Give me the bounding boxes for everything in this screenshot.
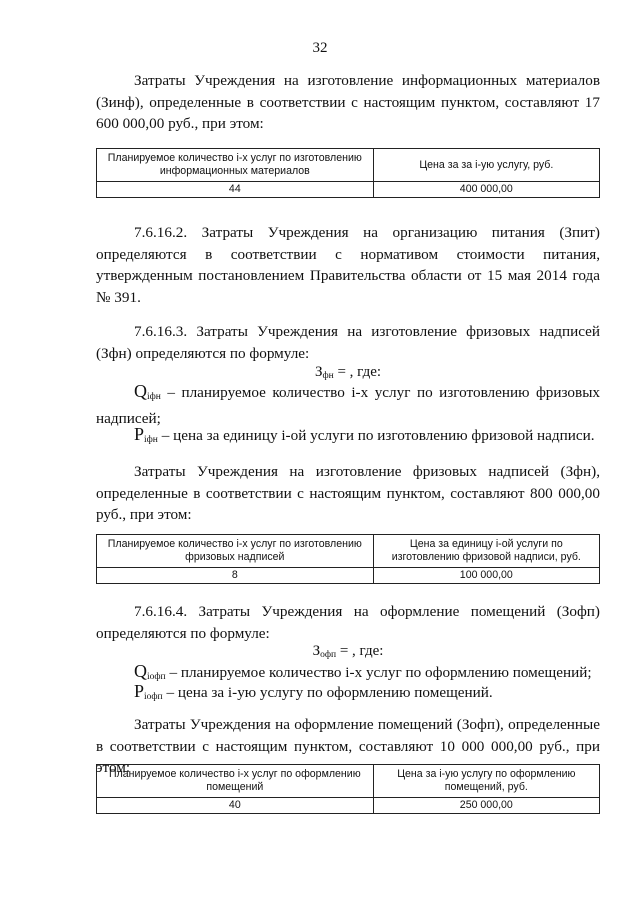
definition-q-ifn: [96, 381, 600, 429]
paragraph-premises-costs: Затраты Учреждения на оформление помещений (Зофп), определенные в соответствии с настоящим пунктом, составляют 10 000 000,00 руб., при этом:: [96, 716, 600, 776]
definition-p-ifn: [96, 424, 600, 451]
table-cell: 44: [97, 182, 374, 198]
definition-symbol: Q: [134, 381, 147, 401]
table-header-row: [97, 149, 600, 182]
paragraph-frieze-costs: Затраты Учреждения на изготовление фризовых надписей (Зфн), определенные в соответствии с настоящим пунктом, составляют 800 000,00 руб., при этом:: [96, 463, 600, 523]
formula-rest: = , где:: [336, 643, 384, 659]
formula-symbol: З: [312, 643, 321, 659]
formula-subscript: офп: [320, 650, 337, 660]
table-header-row: [97, 535, 600, 568]
table-row: [97, 798, 600, 814]
definition-text: – цена за i-ую услугу по оформлению помещений.: [162, 684, 493, 701]
table-header-cell: Планируемое количество i-х услуг по оформлению помещений: [97, 765, 374, 798]
table-header-cell: Цена за i-ую услугу по оформлению помещений, руб.: [373, 765, 599, 798]
table-cell: 40: [97, 798, 374, 814]
table-header-cell: Планируемое количество i-х услуг по изготовлению фризовых надписей: [97, 535, 374, 568]
paragraph-7-6-16-3: 7.6.16.3. Затраты Учреждения на изготовление фризовых надписей (Зфн) определяются по формуле:: [96, 323, 600, 362]
definition-symbol: Q: [134, 661, 147, 681]
formula-symbol: З: [314, 364, 323, 380]
definition-subscript: iофп: [147, 672, 166, 682]
table-row: [97, 568, 600, 584]
paragraph-7-6-16-4: 7.6.16.4. Затраты Учреждения на оформление помещений (Зофп) определяются по формуле:: [96, 603, 600, 642]
table-frieze: [96, 534, 600, 584]
definition-subscript: iофп: [144, 692, 163, 702]
paragraph-info-materials: Затраты Учреждения на изготовление информационных материалов (Зинф), определенные в соответствии с настоящим пунктом, составляют 17 600 000,00 руб., при этом:: [96, 72, 600, 132]
table-cell: 400 000,00: [373, 182, 599, 198]
formula-subscript: фн: [322, 371, 334, 381]
formula-rest: = , где:: [333, 364, 382, 380]
table-header-row: [97, 765, 600, 798]
definition-text: – цена за единицу i-ой услуги по изготовлению фризовой надписи.: [157, 427, 595, 444]
table-header-cell: Цена за за i-ую услугу, руб.: [373, 149, 599, 182]
table-header-cell: Цена за единицу i-ой услуги по изготовлению фризовой надписи, руб.: [373, 535, 599, 568]
table-cell: 100 000,00: [373, 568, 599, 584]
table-header-cell: Планируемое количество i-х услуг по изготовлению информационных материалов: [97, 149, 374, 182]
table-row: [97, 182, 600, 198]
formula-zofp: [96, 643, 600, 660]
formula-zfn: [96, 364, 600, 381]
definition-p-iofp: [96, 681, 600, 708]
definition-symbol: P: [134, 424, 145, 444]
definition-text: – планируемое количество i-х услуг по изготовлению фризовых надписей;: [96, 384, 600, 427]
paragraph-7-6-16-2: 7.6.16.2. Затраты Учреждения на организацию питания (Зпит) определяются в соответствии с нормативом стоимости питания, утвержденным постановлением Правительства области от 15 мая 2014 года № 391.: [96, 224, 600, 306]
definition-subscript: iфн: [144, 435, 158, 445]
definition-subscript: iфн: [147, 392, 161, 402]
table-premises: [96, 764, 600, 814]
table-info-materials: [96, 148, 600, 198]
definition-text: – планируемое количество i-х услуг по оформлению помещений;: [165, 664, 592, 681]
table-cell: 8: [97, 568, 374, 584]
table-cell: 250 000,00: [373, 798, 599, 814]
page-number: 32: [312, 40, 328, 56]
definition-symbol: P: [134, 681, 145, 701]
